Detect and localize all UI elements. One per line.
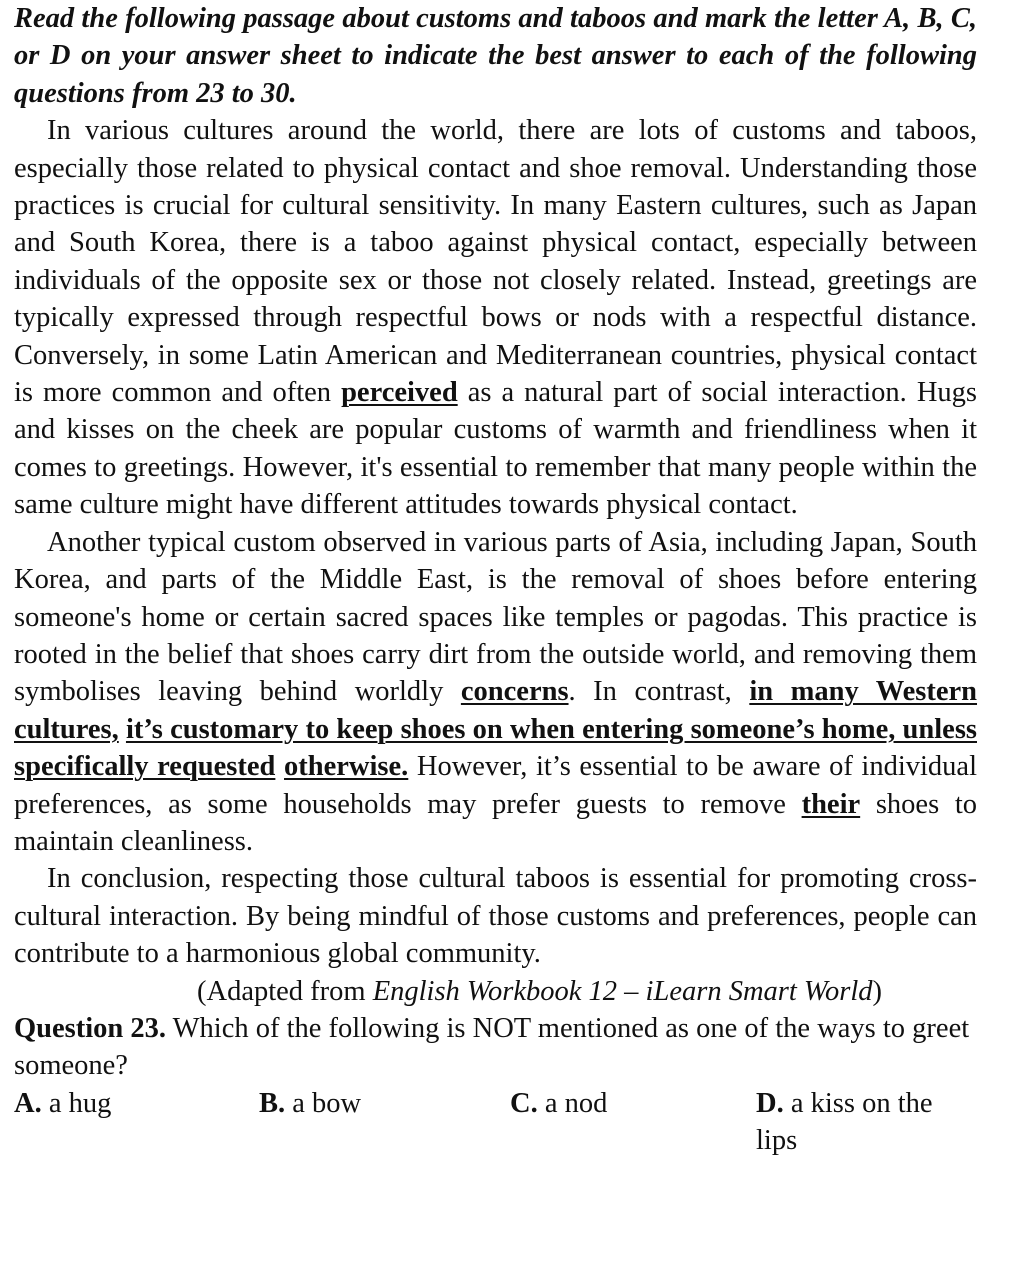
option-c[interactable] — [510, 1085, 756, 1160]
option-text: a kiss on the lips — [756, 1087, 933, 1157]
passage-text: However, it’s essential to be aware of individual preferences, as some households may prefer guests to remove — [14, 751, 978, 820]
source-suffix: ) — [872, 975, 883, 1007]
option-letter: D. — [756, 1087, 784, 1119]
passage-paragraph-3: In conclusion, respecting those cultural taboos is essential for promoting cross-cultural interaction. By being mindful of those customs and preferences, people can contribute to a harmonious global community. — [14, 863, 977, 970]
option-text: a hug — [41, 1087, 112, 1119]
passage-text: shoes to maintain cleanliness. — [14, 788, 977, 857]
underlined-word-otherwise: otherwise. — [284, 751, 409, 783]
passage-text: as a natural part of social interaction. Hugs and kisses on the cheek are popular customs of warmth and friendliness when it comes to greetings. However, it's essential to remember that many people within the same culture might have different attitudes towards physical contact. — [14, 377, 977, 521]
source-citation — [14, 973, 977, 1010]
option-letter: A. — [14, 1087, 42, 1119]
option-text: a bow — [285, 1087, 362, 1119]
option-b[interactable] — [259, 1085, 510, 1160]
answer-options — [14, 1085, 977, 1160]
option-letter: C. — [510, 1087, 538, 1119]
source-prefix: (Adapted from — [197, 975, 373, 1007]
question-label: Question 23. — [14, 1012, 167, 1044]
option-letter: B. — [259, 1087, 286, 1119]
passage-paragraph-1 — [14, 112, 977, 523]
option-text: a nod — [537, 1087, 608, 1119]
source-title: English Workbook 12 – iLearn Smart World — [372, 975, 873, 1007]
underlined-word-concerns: concerns — [460, 676, 569, 708]
passage-text: Another typical custom observed in various parts of Asia, including Japan, South Korea, and parts of the Middle East, is the removal of shoes before entering someone's home or certain sacred spaces like temples or pagodas. This practice is rooted in the belief that shoes carry dirt from the outside world, and removing them symbolises leaving behind worldly — [14, 526, 977, 708]
question-23 — [14, 1010, 977, 1085]
underlined-word-their: their — [801, 788, 861, 820]
instructions: Read the following passage about customs and taboos and mark the letter A, B, C, or D on your answer sheet to indicate the best answer to each of the following questions from 23 to 30. — [14, 3, 977, 109]
underlined-phrase-customary: it’s customary to keep shoes on when entering someone’s home, unless specifically requested — [14, 713, 977, 783]
option-a[interactable] — [14, 1085, 259, 1160]
question-text: Which of the following is NOT mentioned as one of the ways to greet someone? — [14, 1012, 970, 1082]
passage-paragraph-2 — [14, 524, 977, 861]
underlined-phrase-western-cultures: in many Western cultures, — [14, 676, 978, 745]
option-d[interactable] — [756, 1085, 971, 1160]
passage-text: In various cultures around the world, there are lots of customs and taboos, especially those related to physical contact and shoe removal. Understanding those practices is crucial for cultural sensitivity. In many Eastern cultures, such as Japan and South Korea, there is a taboo against physical contact, especially between individuals of the opposite sex or those not closely related. Instead, greetings are typically expressed through respectful bows or nods with a respectful distance. Conversely, in some Latin American and Mediterranean countries, physical contact is more common and often — [14, 115, 977, 409]
underlined-word-perceived: perceived — [341, 377, 458, 409]
passage-text: . In contrast, — [568, 676, 732, 708]
